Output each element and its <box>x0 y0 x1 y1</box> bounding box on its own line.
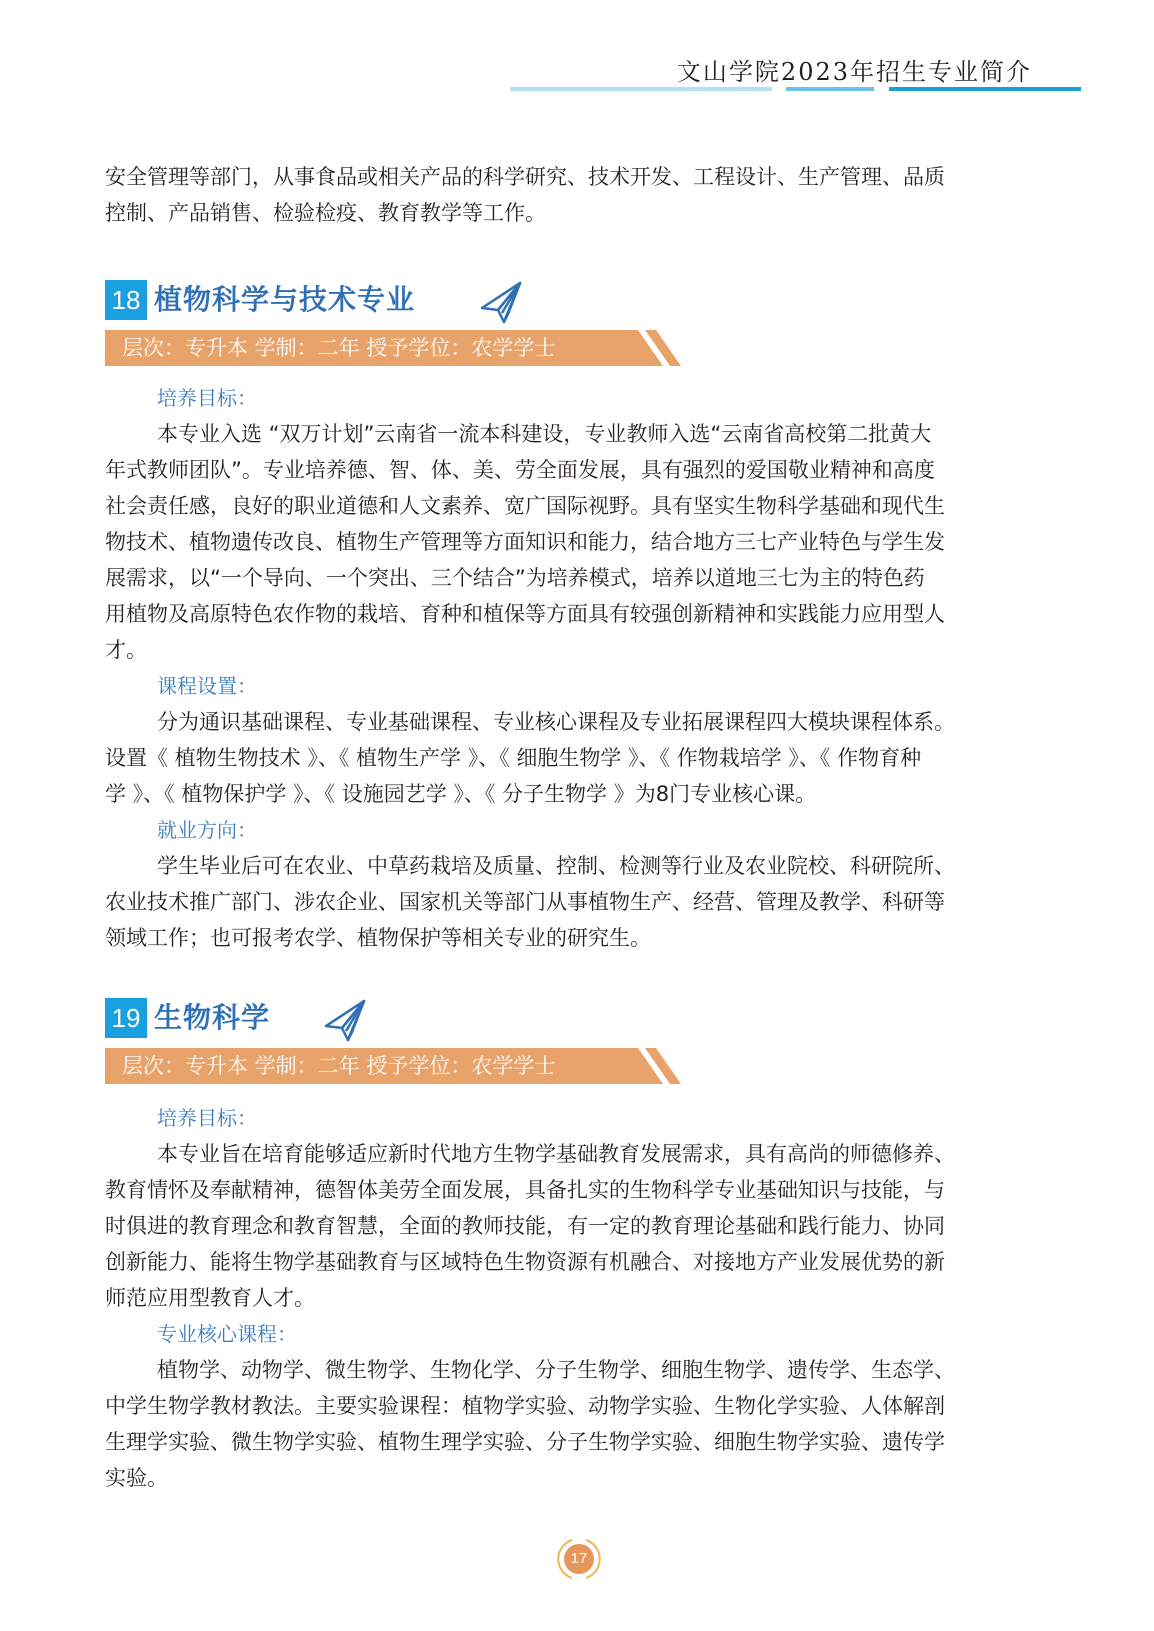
text-line: 时俱进的教育理念和教育智慧，全面的教师技能，有一定的教育理论基础和践行能力、协同 <box>105 1214 945 1238</box>
banner-text: 层次：专升本 学制：二年 授予学位：农学学士 <box>122 336 556 360</box>
major-info-banner <box>105 330 705 366</box>
text-line: 用植物及高原特色农作物的栽培、育种和植保等方面具有较强创新精神和实践能力应用型人 <box>105 602 945 626</box>
header-rule-2 <box>786 87 874 91</box>
page-number: 17 <box>570 1550 588 1567</box>
text-line: 控制、产品销售、检验检疫、教育教学等工作。 <box>105 201 546 225</box>
text-line: 社会责任感，良好的职业道德和人文素养、宽广国际视野。具有坚实生物科学基础和现代生 <box>105 494 945 518</box>
text-line: 师范应用型教育人才。 <box>105 1286 315 1310</box>
text-line: 年式教师团队”。专业培养德、智、体、美、劳全面发展，具有强烈的爱国敬业精神和高度 <box>105 458 935 482</box>
section-label: 课程设置： <box>157 674 257 698</box>
text-line: 生理学实验、微生物学实验、植物生理学实验、分子生物学实验、细胞生物学实验、遗传学 <box>105 1430 945 1454</box>
header-rule-3 <box>889 87 1081 91</box>
section-label: 专业核心课程： <box>157 1322 297 1346</box>
paper-plane-icon <box>478 280 524 326</box>
section-label: 培养目标： <box>157 386 257 410</box>
text-line: 才。 <box>105 638 147 662</box>
text-line: 中学生物学教材教法。主要实验课程：植物学实验、动物学实验、生物化学实验、人体解剖 <box>105 1394 945 1418</box>
header-rule-1 <box>510 87 772 91</box>
section-label: 培养目标： <box>157 1106 257 1130</box>
major-number-badge: 19 <box>105 998 147 1038</box>
text-line: 物技术、植物遗传改良、植物生产管理等方面知识和能力，结合地方三七产业特色与学生发 <box>105 530 945 554</box>
text-line: 创新能力、能将生物学基础教育与区域特色生物资源有机融合、对接地方产业发展优势的新 <box>105 1250 945 1274</box>
section-label: 就业方向： <box>157 818 257 842</box>
text-line: 分为通识基础课程、专业基础课程、专业核心课程及专业拓展课程四大模块课程体系。 <box>157 710 955 734</box>
text-line: 植物学、动物学、微生物学、生物化学、分子生物学、细胞生物学、遗传学、生态学、 <box>157 1358 955 1382</box>
major-title: 植物科学与技术专业 <box>154 283 416 316</box>
text-line: 设置《 植物生物技术 》、《 植物生产学 》、《 细胞生物学 》、《 作物栽培学 》、《 作物育种 <box>105 746 922 770</box>
document-title: 文山学院2023年招生专业简介 <box>676 58 1032 86</box>
banner-text: 层次：专升本 学制：二年 授予学位：农学学士 <box>122 1054 556 1078</box>
text-line: 展需求，以“一个导向、一个突出、三个结合”为培养模式，培养以道地三七为主的特色药 <box>105 566 925 590</box>
text-line: 安全管理等部门，从事食品或相关产品的科学研究、技术开发、工程设计、生产管理、品质 <box>105 165 945 189</box>
page-number-badge <box>556 1536 602 1582</box>
text-line: 领域工作；也可报考农学、植物保护等相关专业的研究生。 <box>105 926 651 950</box>
major-number-badge: 18 <box>105 280 147 320</box>
text-line: 本专业入选 “双万计划”云南省一流本科建设，专业教师入选“云南省高校第二批黄大 <box>157 422 932 446</box>
major-info-banner <box>105 1048 705 1084</box>
text-line: 农业技术推广部门、涉农企业、国家机关等部门从事植物生产、经营、管理及教学、科研等 <box>105 890 945 914</box>
text-line: 学 》、《 植物保护学 》、《 设施园艺学 》、《 分子生物学 》为8门专业核心课。 <box>105 782 817 806</box>
text-line: 实验。 <box>105 1466 168 1490</box>
major-title: 生物科学 <box>154 1001 271 1034</box>
paper-plane-icon <box>322 998 368 1044</box>
text-line: 学生毕业后可在农业、中草药栽培及质量、控制、检测等行业及农业院校、科研院所、 <box>157 854 955 878</box>
text-line: 教育情怀及奉献精神，德智体美劳全面发展，具备扎实的生物科学专业基础知识与技能，与 <box>105 1178 945 1202</box>
text-line: 本专业旨在培育能够适应新时代地方生物学基础教育发展需求，具有高尚的师德修养、 <box>157 1142 955 1166</box>
